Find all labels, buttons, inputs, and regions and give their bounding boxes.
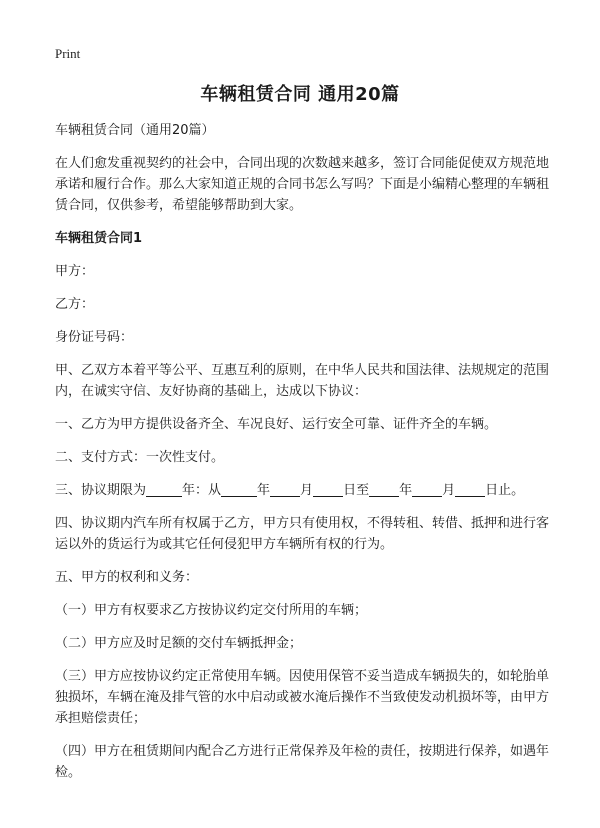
- clause-3-day-end: 日止。: [485, 483, 525, 498]
- blank-start-month: [270, 482, 300, 497]
- clause-2: 二、支付方式：一次性支付。: [55, 450, 225, 465]
- clause-5-2: （二）甲方应及时足额的交付车辆抵押金；: [55, 636, 303, 651]
- clause-3-year: 年: [257, 483, 271, 498]
- clause-1: 一、乙方为甲方提供设备齐全、车况良好、运行安全可靠、证件齐全的车辆。: [55, 417, 498, 432]
- blank-end-day: [455, 482, 485, 497]
- document-body: [55, 120, 550, 795]
- clause-5-1: （一）甲方有权要求乙方按协议约定交付所用的车辆；: [55, 603, 368, 618]
- section-heading: 车辆租赁合同1: [55, 231, 143, 246]
- clause-3-month2: 月: [442, 483, 456, 498]
- party-a-line: 甲方：: [55, 264, 95, 279]
- blank-start-year: [221, 482, 257, 497]
- clause-5-4: （四）甲方在租赁期间内配合乙方进行正常保养及年检的责任，按期进行保养，如遇年检。: [55, 744, 550, 780]
- clause-3: [55, 480, 550, 501]
- print-label[interactable]: Print: [55, 46, 81, 61]
- blank-term: [146, 482, 182, 497]
- clause-3-from: 年：从: [182, 483, 222, 498]
- blank-start-day: [313, 482, 343, 497]
- clause-4: 四、协议期内汽车所有权属于乙方，甲方只有使用权，不得转租、转借、抵押和进行客运以外的货运行为或其它任何侵犯甲方车辆所有权的行为。: [55, 516, 550, 552]
- clause-3-month: 月: [300, 483, 314, 498]
- clause-3-day-to: 日至: [343, 483, 370, 498]
- clause-5-3: （三）甲方应按协议约定正常使用车辆。因使用保管不妥当造成车辆损失的，如轮胎单独损坏，车辆在淹及排气管的水中启动或被水淹后操作不当致使发动机损坏等，由甲方承担赔偿责任；: [55, 669, 550, 726]
- intro-paragraph: 在人们愈发重视契约的社会中，合同出现的次数越来越多，签订合同能促使双方规范地承诺和履行合作。那么大家知道正规的合同书怎么写吗？下面是小编精心整理的车辆租赁合同，仅供参考，希望能够帮助到大家。: [55, 156, 550, 213]
- preamble-paragraph: 甲、乙双方本着平等公平、互惠互利的原则，在中华人民共和国法律、法规规定的范围内，在诚实守信、友好协商的基础上，达成以下协议：: [55, 363, 550, 399]
- blank-end-month: [412, 482, 442, 497]
- clause-5: 五、甲方的权利和义务：: [55, 570, 199, 585]
- clause-3-prefix: 三、协议期限为: [55, 483, 147, 498]
- document-subtitle: 车辆租赁合同（通用20篇）: [55, 123, 215, 138]
- id-number-line: 身份证号码：: [55, 330, 134, 345]
- blank-end-year: [369, 482, 399, 497]
- document-title: 车辆租赁合同 通用20篇: [200, 84, 400, 105]
- party-b-line: 乙方：: [55, 297, 95, 312]
- clause-3-year2: 年: [399, 483, 413, 498]
